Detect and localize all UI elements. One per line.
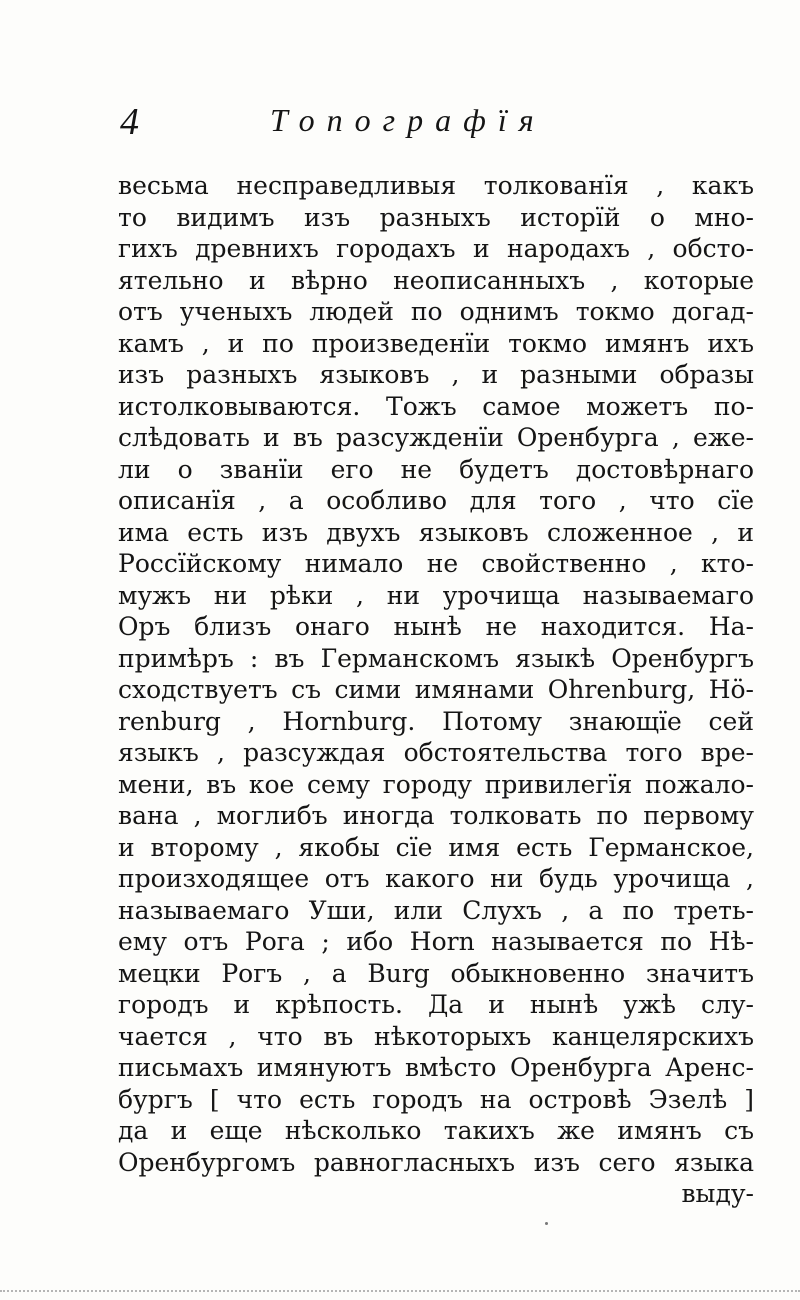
- text-line: истолковываются. Тожъ самое можетъ по-: [118, 391, 754, 421]
- text-line: то видимъ изъ разныхъ исторїй о мно-: [118, 202, 754, 232]
- text-line: и второму , якобы сїе имя есть Германское,: [118, 832, 754, 862]
- page-number: 4: [120, 101, 139, 143]
- text-line: языкъ , разсуждая обстоятельства того вре-: [118, 738, 754, 767]
- text-line: има есть изъ двухъ языковъ сложенное , и: [118, 517, 754, 547]
- text-line: письмахъ имянуютъ вмѣсто Оренбурга Аренс-: [118, 1053, 754, 1082]
- text-line: Оръ близъ онаго нынѣ не находится. На-: [118, 612, 754, 641]
- text-line: Россїйскому нимало не свойственно , кто-: [118, 549, 754, 578]
- ink-speck: [545, 1222, 548, 1225]
- text-line: да и еще нѣсколько такихъ же имянъ съ: [118, 1116, 754, 1145]
- text-line: ему отъ Рога ; ибо Horn называется по Нѣ-: [118, 927, 754, 956]
- text-line: вана , моглибъ иногда толковать по первому: [118, 801, 754, 830]
- page-header: [0, 96, 800, 156]
- text-line: мецки Рогъ , а Burg обыкновенно значитъ: [118, 958, 754, 988]
- text-line: произходящее отъ какого ни будь урочища ,: [118, 864, 754, 893]
- text-line: чается , что въ нѣкоторыхъ канцелярскихъ: [118, 1021, 754, 1051]
- text-line: городъ и крѣпость. Да и нынѣ ужѣ слу-: [118, 990, 754, 1019]
- text-line: примѣръ : въ Германскомъ языкѣ Оренбургъ: [118, 643, 754, 673]
- text-line: описанїя , а особливо для того , что сїе: [118, 486, 754, 515]
- text-line: гихъ древнихъ городахъ и народахъ , обсто-: [118, 234, 754, 263]
- text-line: мени, въ кое сему городу привилегїя пожало-: [118, 769, 754, 799]
- text-line: сходствуетъ съ сими имянами Ohrenburg, Hö-: [118, 675, 754, 704]
- text-line: отъ ученыхъ людей по однимъ токмо догад-: [118, 297, 754, 326]
- text-line: называемаго Уши, или Слухъ , а по треть-: [118, 895, 754, 925]
- text-line: весьма несправедливыя толкованїя , какъ: [118, 171, 754, 200]
- text-line: ли о званїи его не будетъ достовѣрнаго: [118, 454, 754, 484]
- text-line: камъ , и по произведенїи токмо имянъ ихъ: [118, 328, 754, 358]
- catchword: выду-: [681, 1179, 754, 1208]
- text-line: мужъ ни рѣки , ни урочища называемаго: [118, 580, 754, 610]
- text-line: слѣдовать и въ разсужденїи Оренбурга , еже-: [118, 423, 754, 452]
- body-text: [118, 170, 754, 1210]
- running-head: Топографїя: [270, 102, 546, 138]
- text-line: Оренбургомъ равногласныхъ изъ сего языка: [118, 1147, 754, 1177]
- text-line: изъ разныхъ языковъ , и разными образы: [118, 360, 754, 389]
- text-line: renburg , Hornburg. Потому знающїе сей: [118, 706, 754, 736]
- scan-edge-dots: [0, 1290, 800, 1296]
- text-line: ятельно и вѣрно неописанныхъ , которые: [118, 265, 754, 295]
- text-line: бургъ [ что есть городъ на островѣ Эзелѣ ]: [118, 1084, 754, 1114]
